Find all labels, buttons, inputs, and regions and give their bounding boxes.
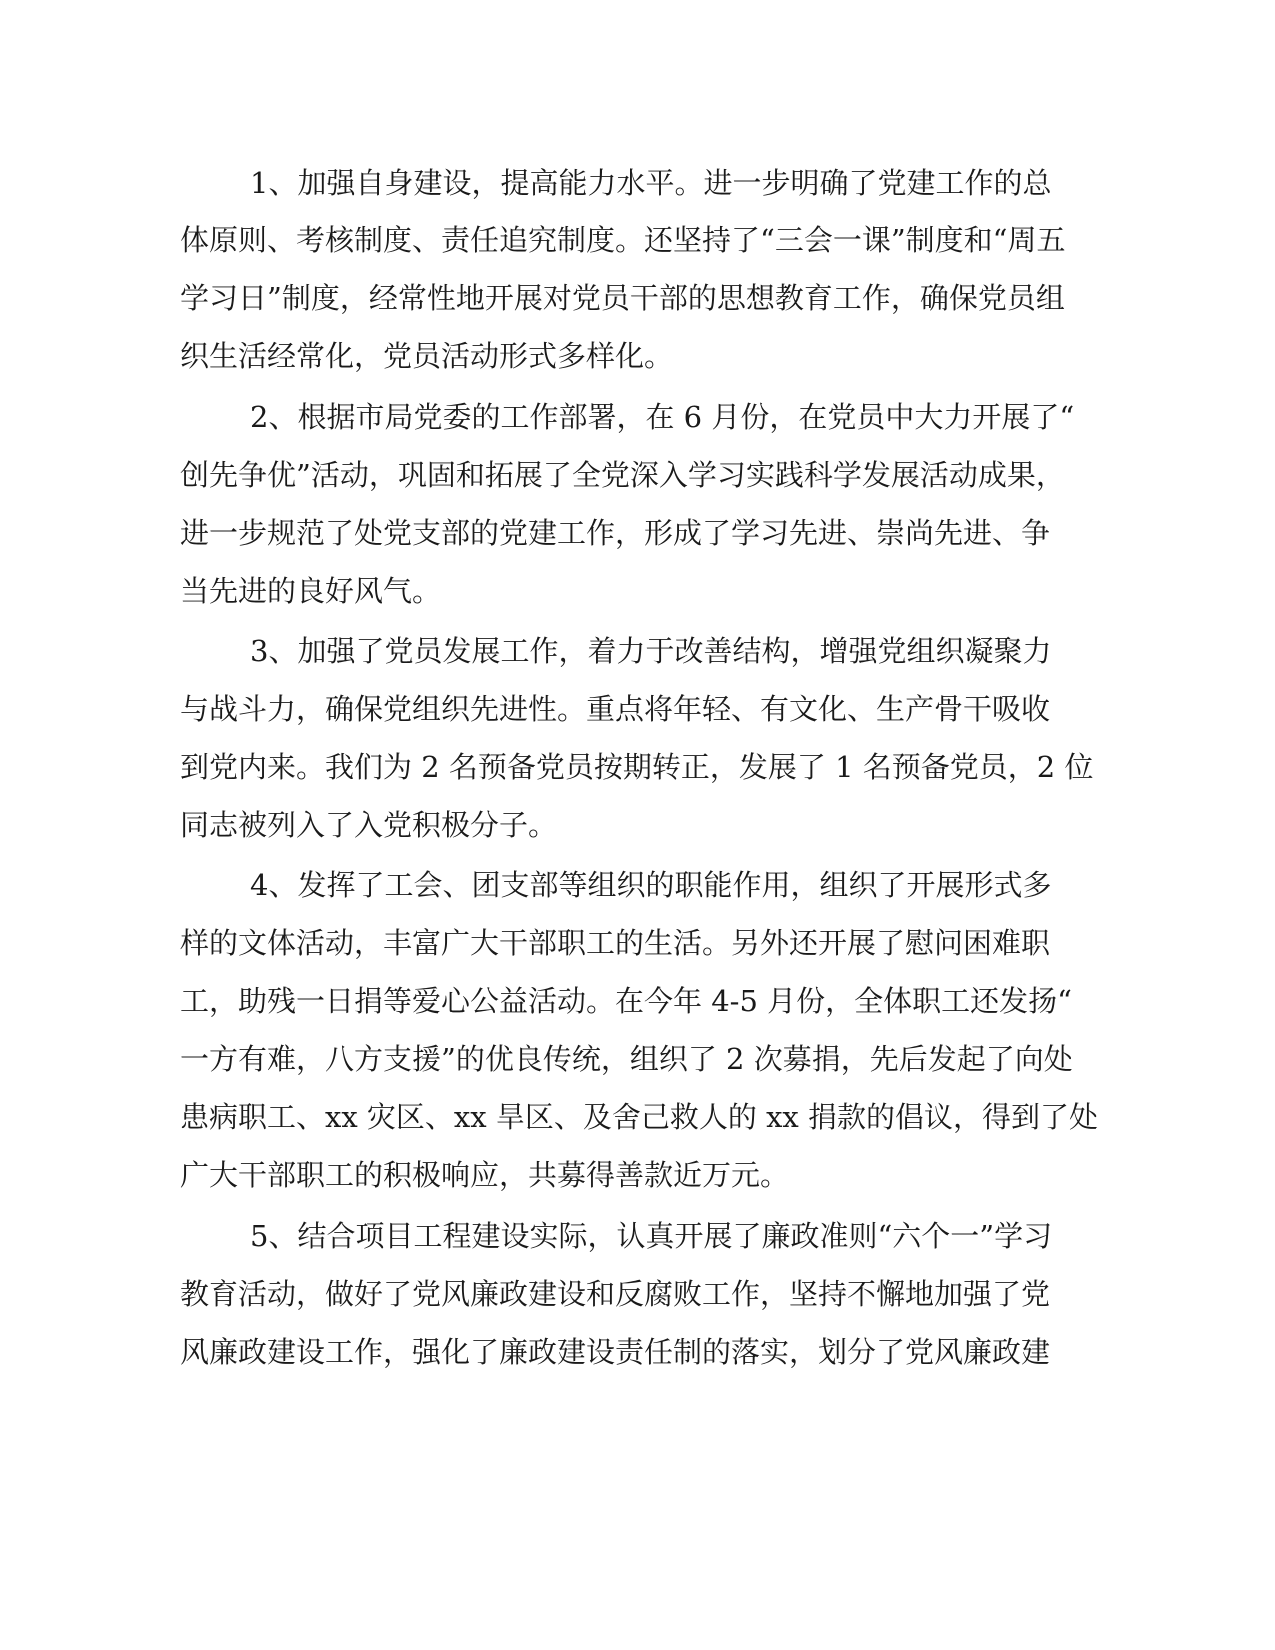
para3-line4: 同志被列入了入党积极分子。 [180, 808, 558, 842]
para2-line1: 2、根据市局党委的工作部署，在 6 月份，在党员中大力开展了“ [250, 400, 1075, 434]
para1-line4: 织生活经常化，党员活动形式多样化。 [180, 339, 674, 373]
para4-line6: 广大干部职工的积极响应，共募得善款近万元。 [180, 1158, 790, 1192]
para1-line2: 体原则、考核制度、责任追究制度。还坚持了“三会一课”制度和“周五 [180, 223, 1066, 257]
para3-line3: 到党内来。我们为 2 名预备党员按期转正，发展了 1 名预备党员，2 位 [180, 750, 1094, 784]
para5-line2: 教育活动，做好了党风廉政建设和反腐败工作，坚持不懈地加强了党 [180, 1277, 1051, 1311]
para1-line3: 学习日”制度，经常性地开展对党员干部的思想教育工作，确保党员组 [180, 281, 1065, 315]
para2-line3: 进一步规范了处党支部的党建工作，形成了学习先进、崇尚先进、争 [180, 516, 1051, 550]
para3-line2: 与战斗力，确保党组织先进性。重点将年轻、有文化、生产骨干吸收 [180, 692, 1051, 726]
para4-line2: 样的文体活动，丰富广大干部职工的生活。另外还开展了慰问困难职 [180, 926, 1051, 960]
para5-line1: 5、结合项目工程建设实际，认真开展了廉政准则“六个一”学习 [250, 1219, 1053, 1253]
para4-line1: 4、发挥了工会、团支部等组织的职能作用，组织了开展形式多 [250, 868, 1052, 902]
para2-line4: 当先进的良好风气。 [180, 574, 442, 608]
para1-line1: 1、加强自身建设，提高能力水平。进一步明确了党建工作的总 [250, 166, 1052, 200]
para4-line5: 患病职工、xx 灾区、xx 旱区、及舍己救人的 xx 捐款的倡议，得到了处 [180, 1100, 1099, 1134]
para4-line3: 工，助残一日捐等爱心公益活动。在今年 4-5 月份，全体职工还发扬“ [180, 984, 1072, 1018]
para2-line2: 创先争优”活动，巩固和拓展了全党深入学习实践科学发展活动成果， [180, 458, 1065, 492]
para5-line3: 风廉政建设工作，强化了廉政建设责任制的落实，划分了党风廉政建 [180, 1335, 1051, 1369]
para3-line1: 3、加强了党员发展工作，着力于改善结构，增强党组织凝聚力 [250, 634, 1052, 668]
para4-line4: 一方有难，八方支援”的优良传统，组织了 2 次募捐，先后发起了向处 [180, 1042, 1073, 1076]
